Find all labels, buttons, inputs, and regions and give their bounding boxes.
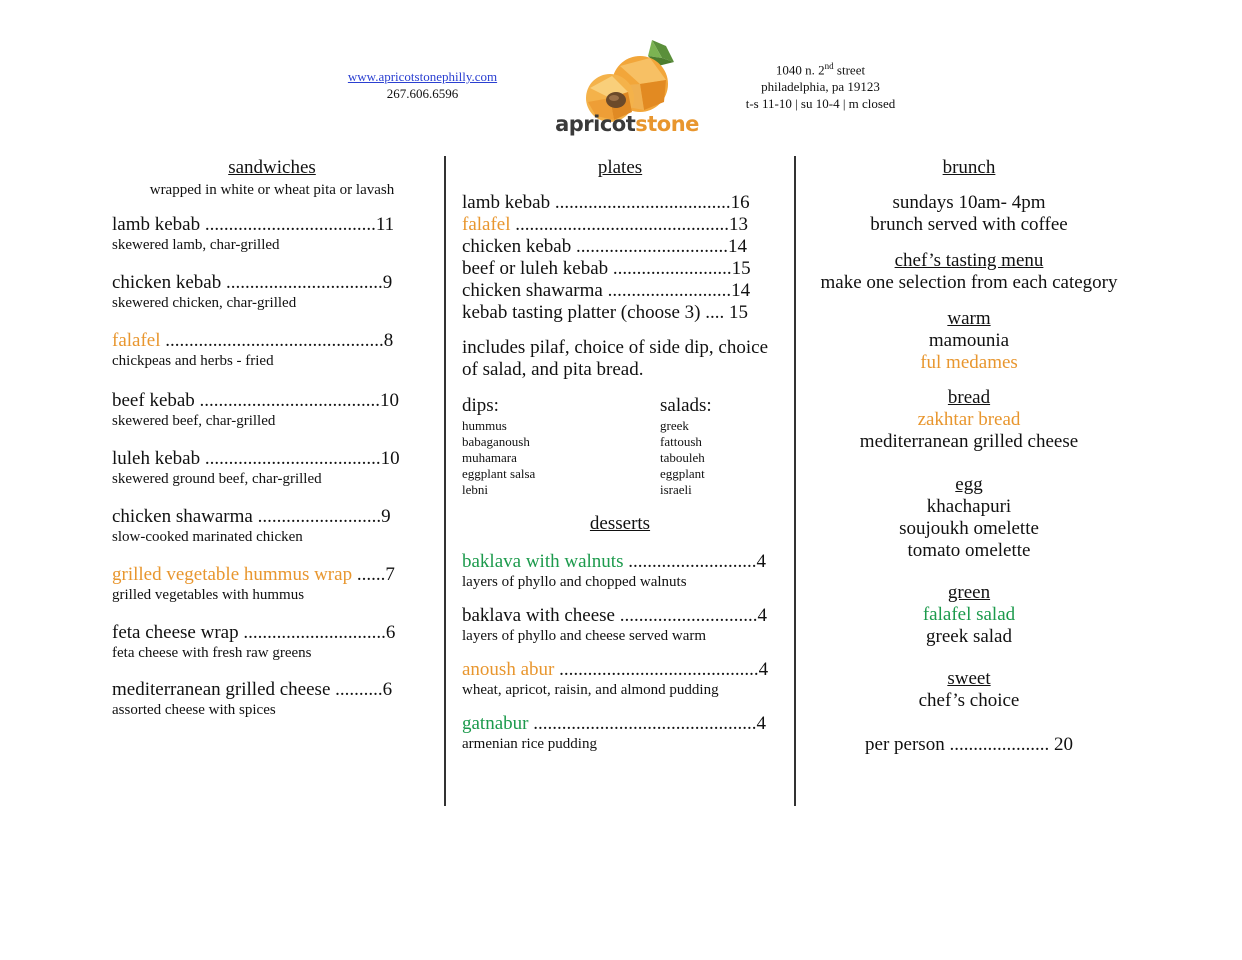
list-item: israeli [660, 482, 692, 497]
egg-category [812, 474, 1126, 562]
list-item: hummus [462, 418, 507, 433]
item-name: falafel [462, 214, 511, 235]
list-item [462, 551, 782, 605]
list-item [112, 272, 432, 330]
list-item: greek salad [926, 626, 1012, 647]
list-item [112, 390, 432, 448]
phone-number: 267.606.6596 [386, 86, 459, 101]
tasting-menu [812, 250, 1126, 294]
list-item [112, 448, 432, 506]
item-line: grilled vegetable hummus wrap ......7 [112, 564, 395, 585]
list-item [112, 564, 432, 622]
list-item: fattoush [660, 434, 702, 449]
list-item: muhamara [462, 450, 517, 465]
item-description: skewered ground beef, char-grilled [112, 471, 322, 487]
item-line: gatnabur ...............................................4 [462, 713, 766, 734]
list-item: tabouleh [660, 450, 705, 465]
item-description: grilled vegetables with hummus [112, 587, 305, 603]
list-item [462, 713, 782, 767]
sandwich-list [112, 214, 432, 737]
list-item: eggplant salsa [462, 466, 536, 481]
dips-list [462, 394, 652, 498]
sweet-category [812, 668, 1126, 712]
item-line: chicken kebab .................................9 [112, 272, 393, 293]
list-item: zakhtar bread [917, 409, 1021, 430]
list-item: chicken kebab ................................14 [462, 236, 747, 257]
item-description: layers of phyllo and chopped walnuts [462, 574, 687, 590]
bread-title: bread [947, 387, 991, 408]
list-item: soujoukh omelette [899, 518, 1039, 539]
column-divider-2 [794, 156, 796, 806]
list-item: mediterranean grilled cheese [859, 431, 1079, 452]
brunch-price [812, 734, 1126, 756]
column-divider-1 [444, 156, 446, 806]
list-item [112, 679, 432, 737]
list-item: lebni [462, 482, 488, 497]
desserts-list [462, 551, 782, 767]
warm-category [812, 308, 1126, 374]
salads-title: salads: [660, 395, 712, 416]
item-description: skewered beef, char-grilled [112, 413, 276, 429]
item-name: grilled vegetable hummus wrap [112, 564, 353, 585]
green-category [812, 582, 1126, 648]
brunch-hours [812, 192, 1126, 236]
bread-category [812, 387, 1126, 453]
list-item: kebab tasting platter (choose 3) .... 15 [462, 302, 748, 323]
list-item: tomato omelette [907, 540, 1031, 561]
address-line-1: 1040 n. 2nd street [775, 61, 866, 78]
desserts-section [462, 512, 778, 536]
price-line: per person ..................... 20 [865, 734, 1073, 755]
list-item: lamb kebab .....................................16 [462, 192, 750, 213]
brand-name-stone: stone [635, 112, 699, 136]
list-item: mamounia [928, 330, 1010, 351]
sandwiches-subtitle: wrapped in white or wheat pita or lavash [149, 182, 395, 198]
brand-name [520, 112, 734, 136]
item-description: slow-cooked marinated chicken [112, 529, 303, 545]
plates-section [462, 156, 778, 180]
plates-list [462, 192, 782, 324]
tasting-title: chef’s tasting menu [894, 250, 1044, 271]
green-title: green [947, 582, 991, 603]
list-item: ful medames [920, 352, 1018, 373]
brunch-line-1: sundays 10am- 4pm [892, 192, 1046, 213]
list-item [462, 659, 782, 713]
item-description: feta cheese with fresh raw greens [112, 645, 312, 661]
list-item: greek [660, 418, 689, 433]
item-line: beef kebab ......................................10 [112, 390, 400, 411]
item-line: baklava with walnuts ...........................4 [462, 551, 766, 572]
item-line: anoush abur ..........................................4 [462, 659, 769, 680]
list-item [462, 605, 782, 659]
sandwiches-section [112, 156, 432, 200]
item-line: falafel ..............................................8 [112, 330, 394, 351]
list-item [112, 330, 432, 390]
item-line: feta cheese wrap ..............................6 [112, 622, 396, 643]
item-description: assorted cheese with spices [112, 702, 276, 718]
salads-list [660, 394, 780, 498]
brand-name-apricot: apricot [555, 112, 636, 136]
item-description: chickpeas and herbs - fried [112, 353, 274, 369]
item-line: baklava with cheese .............................4 [462, 605, 767, 626]
list-item: babaganoush [462, 434, 530, 449]
tasting-subtitle: make one selection from each category [820, 272, 1118, 293]
header-address [728, 58, 913, 112]
list-item [112, 622, 432, 679]
item-line: chicken shawarma ..........................9 [112, 506, 391, 527]
item-line: mediterranean grilled cheese ..........6 [112, 679, 393, 700]
item-description: layers of phyllo and cheese served warm [462, 628, 707, 644]
brunch-title: brunch [942, 157, 996, 178]
egg-title: egg [955, 474, 983, 495]
plates-title: plates [597, 157, 643, 178]
item-name: gatnabur [462, 713, 529, 734]
item-description: armenian rice pudding [462, 736, 597, 752]
brunch-section [812, 156, 1126, 180]
warm-title: warm [947, 308, 991, 329]
list-item: khachapuri [926, 496, 1012, 517]
list-item: falafel salad [922, 604, 1016, 625]
header-contact [330, 68, 515, 102]
item-description: skewered lamb, char-grilled [112, 237, 280, 253]
item-line: lamb kebab ....................................11 [112, 214, 395, 235]
item-name: anoush abur [462, 659, 555, 680]
list-item: eggplant [660, 466, 705, 481]
item-name: falafel [112, 330, 161, 351]
address-line-2: philadelphia, pa 19123 [761, 79, 880, 95]
list-item [112, 506, 432, 564]
list-item: chicken shawarma ..........................14 [462, 280, 751, 301]
item-line: luleh kebab .....................................10 [112, 448, 400, 469]
sandwiches-title: sandwiches [228, 157, 316, 178]
dips-title: dips: [462, 395, 499, 416]
sweet-title: sweet [947, 668, 991, 689]
plates-includes: includes pilaf, choice of side dip, choice of salad, and pita bread. [462, 337, 769, 380]
hours: t-s 11-10 | su 10-4 | m closed [745, 96, 896, 112]
item-description: skewered chicken, char-grilled [112, 295, 297, 311]
item-description: wheat, apricot, raisin, and almond pudding [462, 682, 719, 698]
item-name: baklava with walnuts [462, 551, 624, 572]
brunch-line-2: brunch served with coffee [870, 214, 1068, 235]
desserts-title: desserts [589, 513, 651, 534]
list-item: chef’s choice [918, 690, 1020, 711]
list-item: falafel .............................................13 [462, 214, 749, 235]
list-item: beef or luleh kebab .........................15 [462, 258, 751, 279]
list-item [112, 214, 432, 272]
website-link[interactable]: www.apricotstonephilly.com [347, 69, 498, 84]
